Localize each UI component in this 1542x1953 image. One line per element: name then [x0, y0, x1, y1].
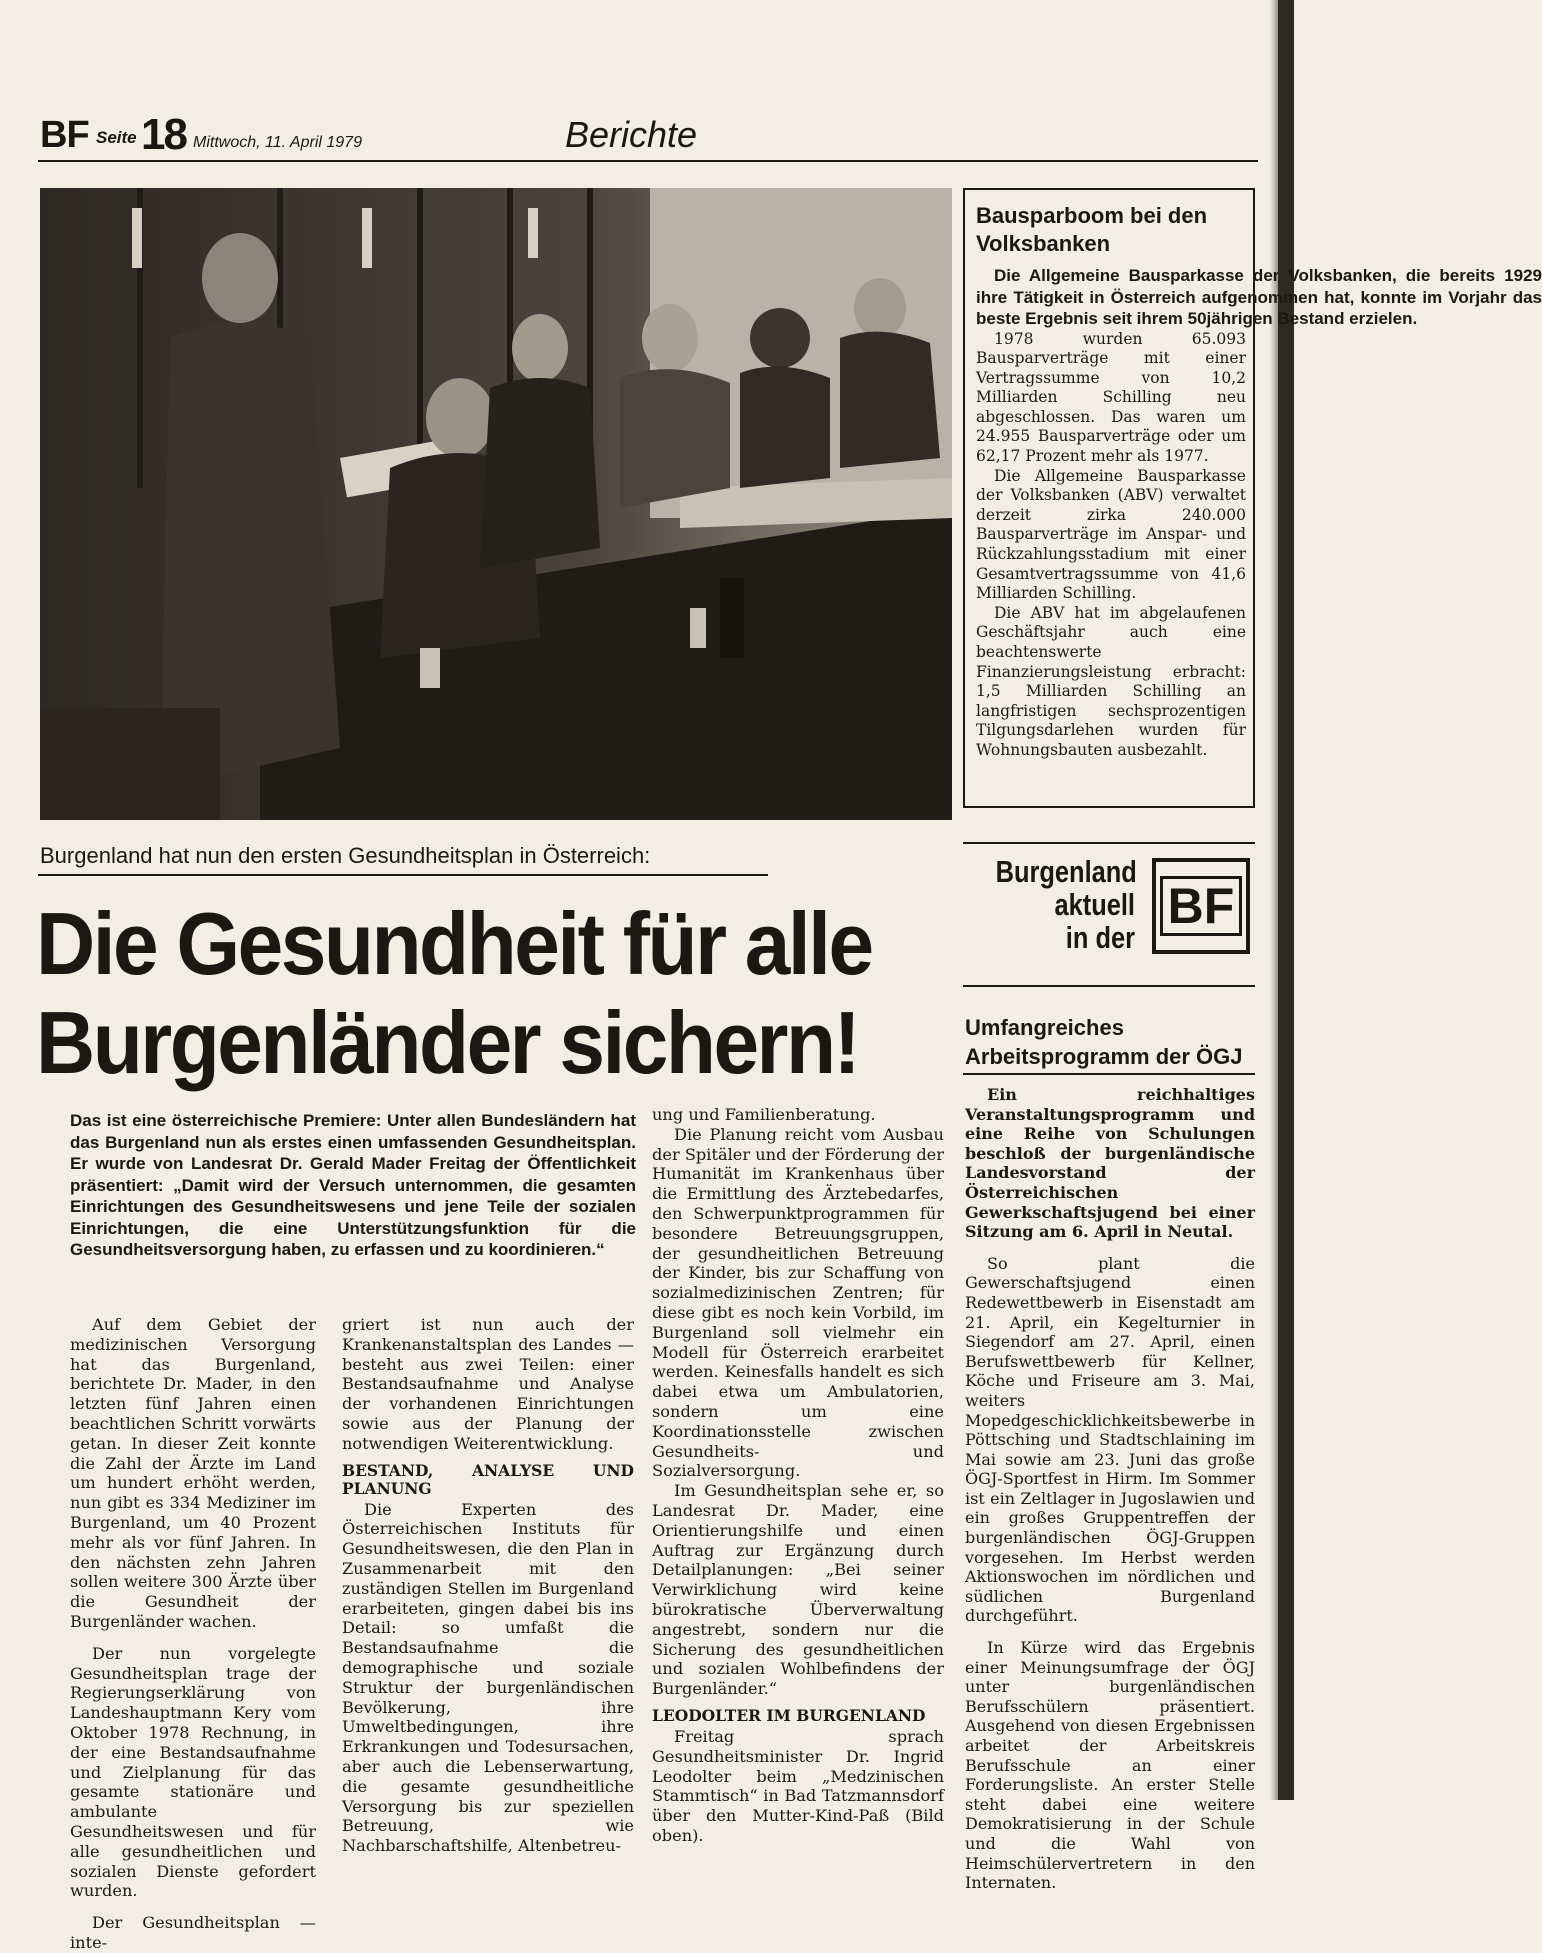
oegj-paragraph-2: In Kürze wird das Ergebnis einer Meinungsumfrage der ÖGJ unter burgenländischen Berufsschülern präsentiert. Ausgehend von diesen Ergebnissen arbeitet der Arbeitskreis Berufsschule an einer Forderungsliste. An erster Stelle steht dabei eine weitere Demokratisierung in der Schule und die Wahl von Heimschülervertretern in den Internaten.: [965, 1638, 1255, 1893]
photo-illustration: [40, 188, 952, 820]
subhead-leodolter: LEODOLTER IM BURGENLAND: [652, 1705, 926, 1725]
bf-logo: BF: [1160, 876, 1242, 936]
article-kicker: Burgenland hat nun den ersten Gesundheitsplan in Österreich:: [40, 843, 651, 868]
article-column-1: [70, 1315, 316, 1953]
col1-paragraph-1: Auf dem Gebiet der medizinischen Versorgung hat das Burgenland, berichtete Dr. Mader, in den letzten fünf Jahren einen beachtlichen Schritt vorwärts getan. In dieser Zeit konnte die Zahl der Ärzte im Land um hundert erhöht werden, nun gibt es 334 Mediziner im Burgenland, um 40 Prozent mehr als vor fünf Jahren. In den nächsten zehn Jahren sollen weitere 300 Ärzte über die Gesundheit der Burgenländer wachen.: [70, 1315, 316, 1631]
sidebar-headline: Bausparboom bei den Volksbanken: [976, 203, 1208, 256]
sidebar-paragraph: Die ABV hat im abgelaufenen Geschäftsjahr auch eine beachtenswerte Finanzierungsleistung erbracht: 1,5 Milliarden Schilling an langfristigen sechsprozentigen Tilgungsdarlehen wurden für Wohnungsbauten ausbezahlt.: [976, 603, 1246, 759]
aktuell-rule-top: [963, 842, 1255, 844]
col2-paragraph-bottom: Die Experten des Österreichischen Instituts für Gesundheitswesen, die den Plan in Zusammenarbeit mit den zuständigen Stellen im Burgenland erarbeiteten, gingen dabei bis ins Detail: so umfaßt die Bestandsaufnahme die demographische und soziale Struktur der burgenländischen Bevölkerung, ihre Umweltbedingungen, ihre Erkrankungen und Todesursachen, aber auch die Lebenserwartung, die gesamte gesundheitliche Versorgung bis zur speziellen Betreuung, wie Nachbarschaftshilfe, Altenbetreu-: [342, 1499, 634, 1856]
article-lead-text: Das ist eine österreichische Premiere: Unter allen Bundesländern hat das Burgenland nun als erstes einen umfassenden Gesundheitsplan. Er wurde von Landesrat Dr. Gerald Mader Freitag der Öffentlichkeit präsentiert: „Damit wird der Versuch unternommen, die gesamten Einrichtungen des Gesundheitswesens und jene Teile der sozialen Einrichtungen, die eine Unterstützungsfunktion für die Gesundheitsversorgung haben, zu erfassen und zu koordinieren.“: [70, 1111, 636, 1259]
oegj-lead: Ein reichhaltiges Veranstaltungsprogramm und eine Reihe von Schulungen beschloß der burgenländische Landesvorstand der Österreichischen Gewerkschaftsjugend bei einer Sitzung am 6. April in Neutal.: [965, 1085, 1255, 1242]
aktuell-rule-bottom: [963, 985, 1255, 987]
col3-paragraph-top: ung und Familienberatung.: [652, 1105, 876, 1124]
page-number: 18: [141, 110, 186, 159]
oegj-paragraph-1: So plant die Gewerschaftsjugend einen Redewettbewerb in Eisenstadt am 21. April, ein Kegelturnier in Siegendorf am 27. April, einen Berufswettbewerb für Kellner, Köche und Friseure am 3. Mai, weiters Mopedgeschicklichkeitsbewerbe in Pöttsching und Stadtschlaining im Mai sowie am 23. Juni das große ÖGJ-Sportfest in Hirm. Im Sommer ist ein Zeltlager in Jugoslawien und ein großes Gruppentreffen der burgenländischen ÖGJ-Gruppen vorgesehen. Im Herbst werden Aktionswochen im nördlichen und südlichen Burgenland durchgeführt.: [965, 1253, 1255, 1626]
section-title: Berichte: [565, 114, 698, 155]
kicker-rule: [38, 874, 768, 876]
headline-line-1: Die Gesundheit für alle: [36, 895, 872, 994]
bf-logo-box: [1152, 858, 1250, 954]
article-column-3: [652, 1105, 944, 1846]
sidebar-body: [976, 265, 1542, 761]
aktuell-line-3: in der: [1065, 920, 1135, 955]
seite-label: Seite: [96, 128, 137, 147]
sidebar-paragraph: Die Allgemeine Bausparkasse der Volksbanken (ABV) verwaltet derzeit zirka 240.000 Bausparverträge im Anspar- und Rückzahlungsstadium mit einer Gesamtvertragssumme von 41,6 Milliarden Schilling.: [976, 466, 1246, 603]
col3-paragraph-3: Freitag sprach Gesundheitsminister Dr. Ingrid Leodolter beim „Medzinischen Stammtisch“ in Bad Tatzmannsdorf über den Mutter-Kind-Paß (Bild oben).: [652, 1726, 944, 1845]
sidebar-lead: Die Allgemeine Bausparkasse der Volksbanken, die bereits 1929 ihre Tätigkeit in Österreich aufgenommen hat, konnte im Vorjahr das beste Ergebnis seit ihrem 50jährigen Bestand erzielen.: [976, 266, 1542, 328]
col3-paragraph-1: Die Planung reicht vom Ausbau der Spitäler und der Förderung der Humanität im Krankenhaus über die Ermittlung des Ärztebedarfes, den Schwerpunktprogrammen für besondere Betreuungsgruppen, der gesundheitlichen Betreuung der Kinder, bis zur Schaffung von sozialmedizinischen Zentren; für diese gibt es noch kein Vorbild, im Burgenland soll vielmehr ein Modell für Österreich erarbeitet werden. Keinesfalls handelt es sich dabei etwa um Ambulatorien, sondern um eine Koordinationsstelle zwischen Gesundheits- und Sozialversorgung.: [652, 1124, 944, 1481]
issue-date: Mittwoch, 11. April 1979: [193, 134, 362, 151]
header-rule: [38, 160, 1258, 162]
article-lead: [70, 1110, 636, 1261]
article-headline: [36, 895, 936, 1094]
col1-paragraph-3: Der Gesundheitsplan — inte-: [70, 1913, 316, 1952]
col1-paragraph-2: Der nun vorgelegte Gesundheitsplan trage der Regierungserklärung von Landeshauptmann Kery vom Oktober 1978 Rechnung, in der eine Bestandsaufnahme und Zielplanung für das gesamte stationäre und ambulante Gesundheitswesen und für alle gesundheitlichen und sozialen Dienste gefordert wurden.: [70, 1643, 316, 1901]
sidebar-paragraph: 1978 wurden 65.093 Bausparverträge mit einer Vertragssumme von 10,2 Milliarden Schilling neu abgeschlossen. Das waren um 24.955 Bausparverträge oder um 62,17 Prozent mehr als 1977.: [976, 329, 1246, 466]
aktuell-slogan: [996, 855, 1135, 954]
headline-line-2: Burgenländer sichern!: [36, 994, 859, 1093]
col2-paragraph-top: griert ist nun auch der Krankenanstaltsplan des Landes — besteht aus zwei Teilen: einer Bestandsaufnahme und Analyse der vorhandenen Einrichtungen sowie aus der Planung der notwendigen Weiterentwicklung.: [342, 1315, 634, 1453]
oegj-rule: [963, 1073, 1255, 1075]
oegj-headline: Umfangreiches Arbeitsprogramm der ÖGJ: [965, 1015, 1243, 1069]
press-photo: [40, 188, 952, 820]
subhead-bestand: BESTAND, ANALYSE UND PLANUNG: [342, 1460, 634, 1498]
masthead-logo: BF: [40, 114, 89, 156]
aktuell-line-1: Burgenland: [995, 854, 1137, 889]
article-column-2: [342, 1315, 634, 1856]
col3-paragraph-2: Im Gesundheitsplan sehe er, so Landesrat Dr. Mader, eine Orientierungshilfe und einen Auftrag zur Ergänzung durch Detailplanungen: „Bei seiner Verwirklichung wird keine bürokratische Überverwaltung angestrebt, sondern nur die Sicherung des gesundheitlichen und sozialen Wohlbefindens der Burgenländer.“: [652, 1481, 944, 1699]
aktuell-line-2: aktuell: [1054, 887, 1135, 922]
oegj-body: [965, 1085, 1255, 1893]
